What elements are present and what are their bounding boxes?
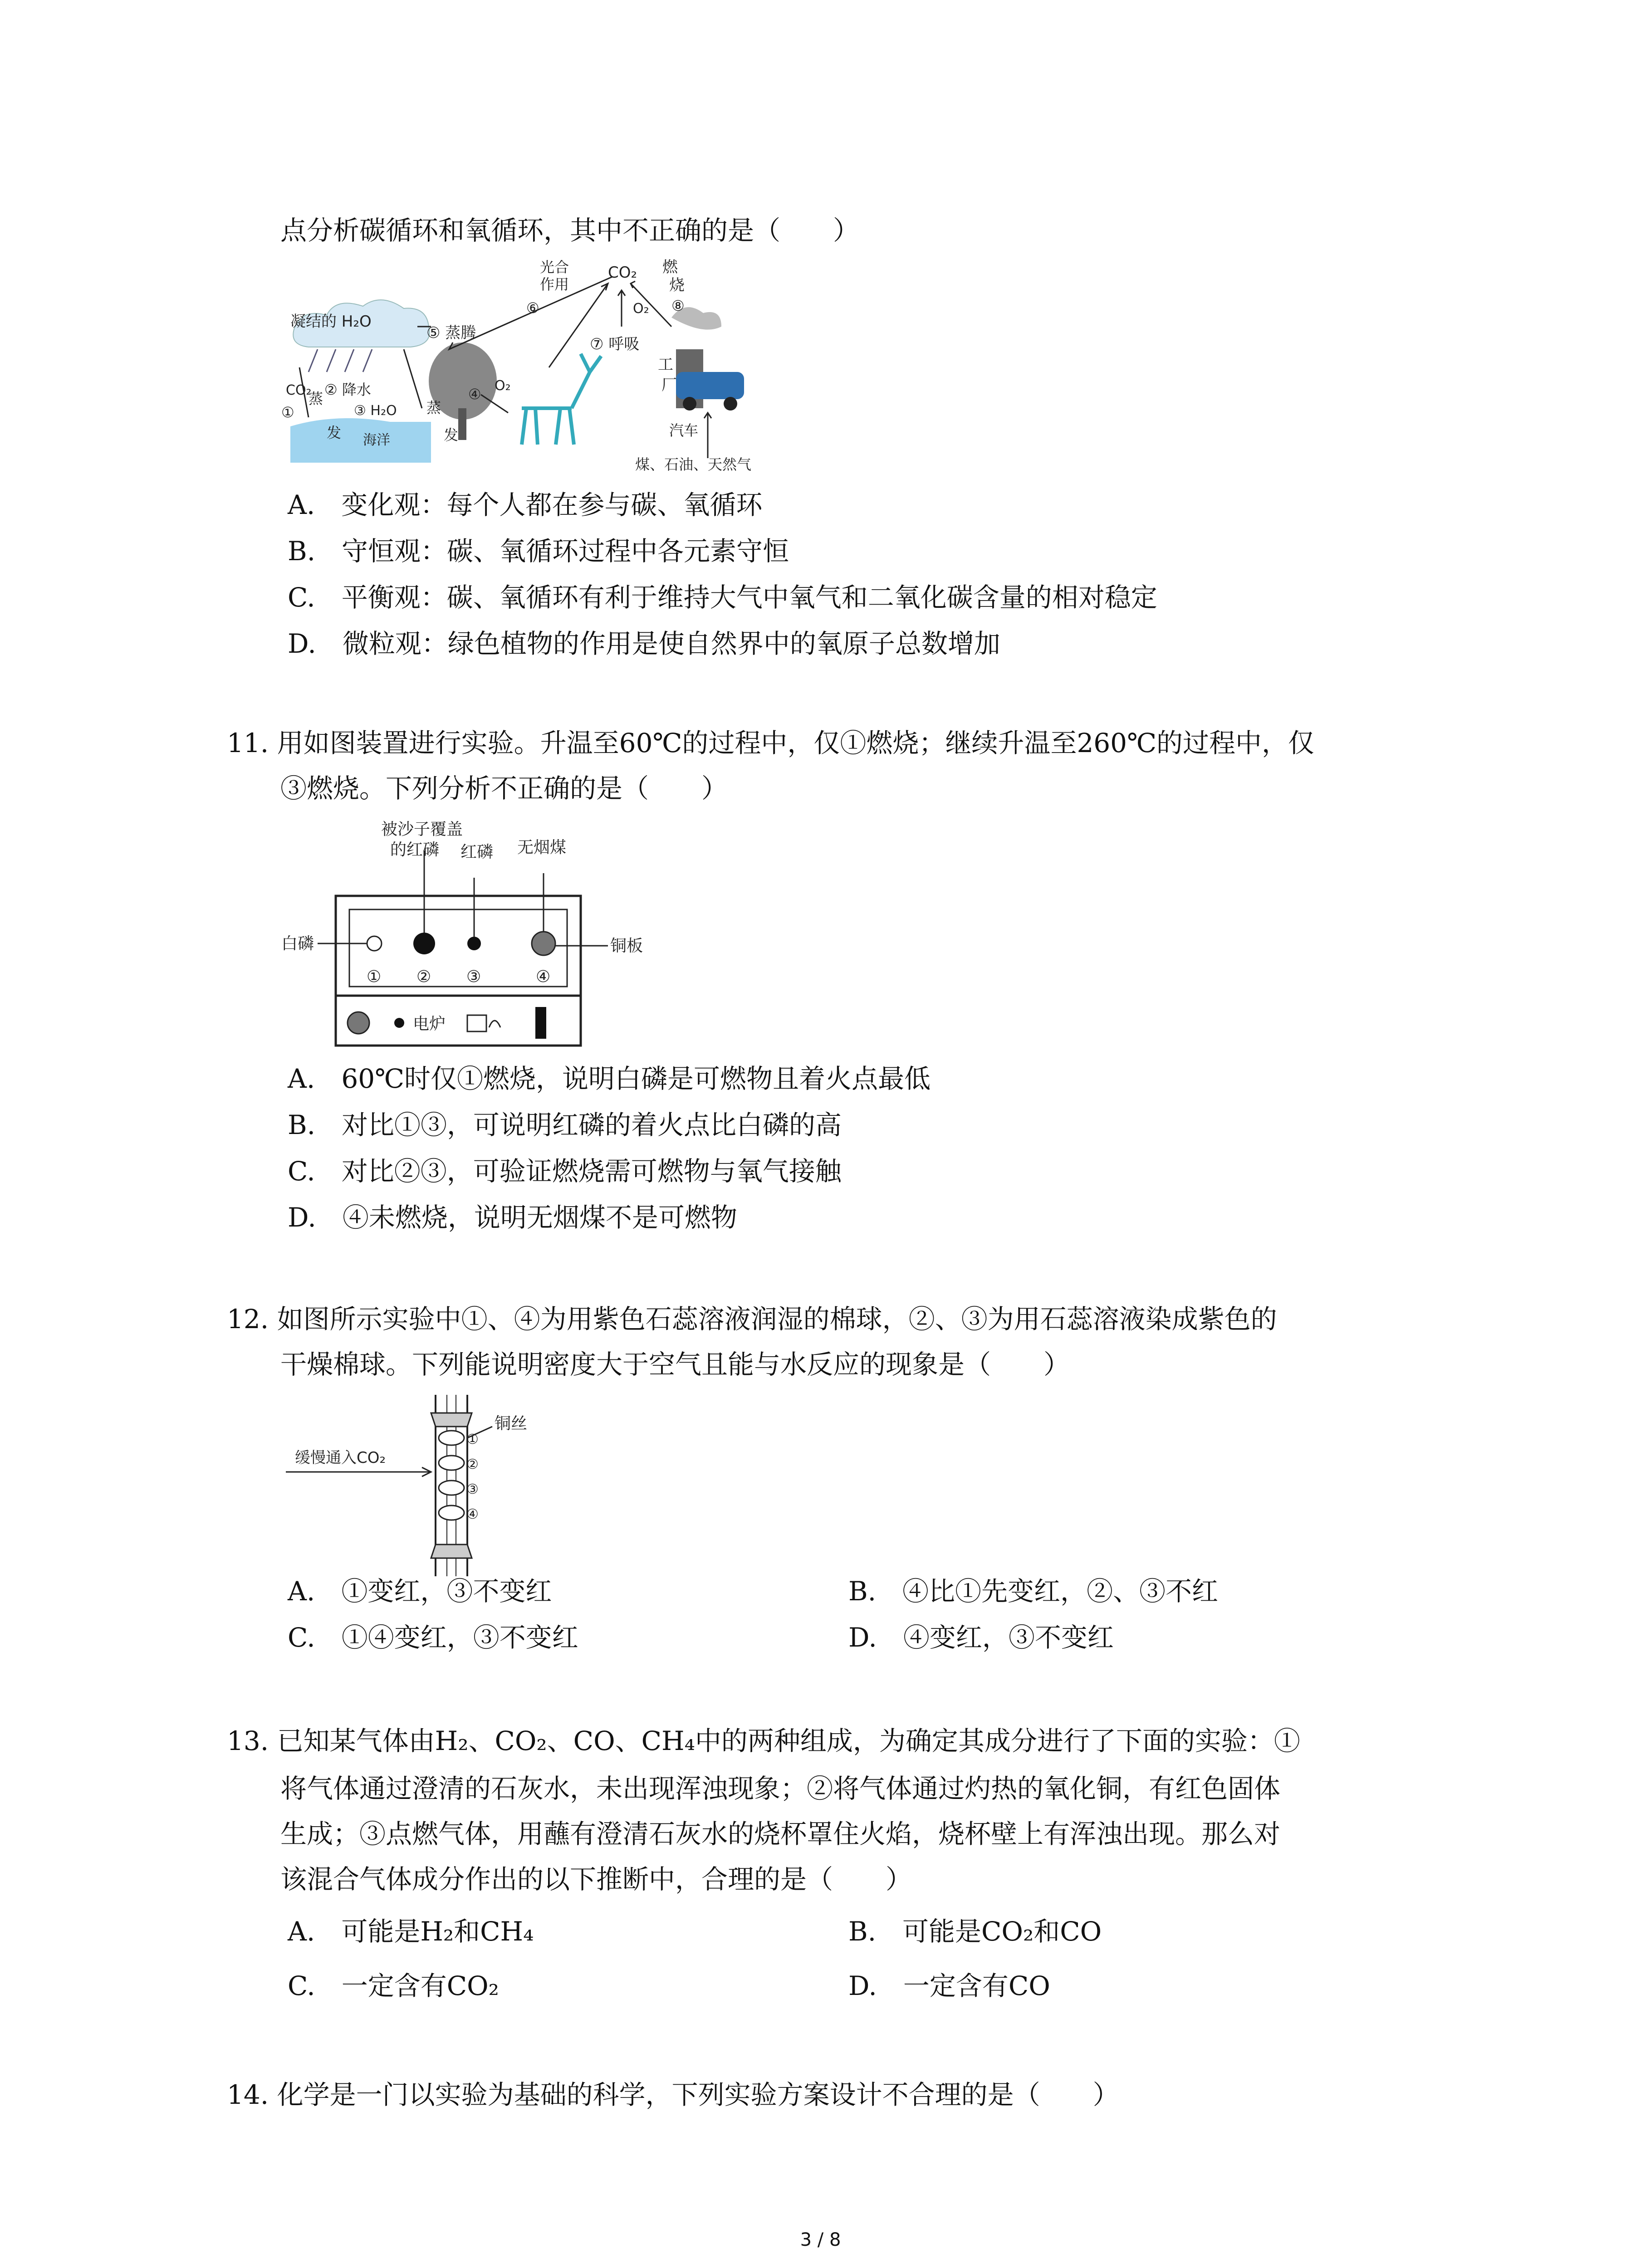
- q10-stem-tail: 点分析碳循环和氧循环，其中不正确的是（ ）: [280, 215, 860, 246]
- fig11-stove: 电炉: [413, 1015, 446, 1033]
- stove-knob-icon: [348, 1012, 369, 1034]
- q11-stem-line1: 11. 用如图装置进行实验。升温至60℃的过程中，仅①燃烧；继续升温至260℃的过程中，仅: [227, 728, 1314, 758]
- q12-option-d: D. ④变红，③不变红: [848, 1622, 1114, 1653]
- coal-dot: [532, 932, 555, 955]
- stove-bar-icon: [535, 1007, 546, 1039]
- q13-option-b: B. 可能是CO₂和CO: [848, 1916, 1102, 1947]
- fig12-n4: ④: [466, 1506, 479, 1522]
- q12-option-c: C. ①④变红，③不变红: [288, 1622, 578, 1653]
- q13-stem-line3: 生成；③点燃气体，用蘸有澄清石灰水的烧杯罩住火焰，烧杯壁上有浑浊出现。那么对: [280, 1818, 1281, 1849]
- q12-option-a: A. ①变红，③不变红: [288, 1576, 552, 1607]
- red-phosphorus-dot: [467, 937, 481, 950]
- stove-indicator-icon: [394, 1018, 404, 1028]
- fig11-n2: ②: [416, 968, 431, 986]
- q10-option-b: B. 守恒观：碳、氧循环过程中各元素守恒: [288, 536, 789, 567]
- q11-option-a: A. 60℃时仅①燃烧，说明白磷是可燃物且着火点最低: [288, 1063, 931, 1094]
- q10-option-c: C. 平衡观：碳、氧循环有利于维持大气中氧气和二氧化碳含量的相对稳定: [288, 582, 1157, 613]
- fig10-steam-a: 蒸: [309, 390, 323, 407]
- fig10-n4: ④: [468, 386, 481, 403]
- q13-option-c: C. 一定含有CO₂: [288, 1970, 499, 2001]
- q10-option-d: D. 微粒观：绿色植物的作用是使自然界中的氧原子总数增加: [288, 628, 1000, 659]
- q11-option-d: D. ④未燃烧，说明无烟煤不是可燃物: [288, 1202, 737, 1233]
- cotton-balls: [439, 1431, 464, 1520]
- fig10-co2-left: CO₂: [286, 382, 312, 398]
- ocean-shape: [290, 418, 431, 463]
- fig10-n1: ①: [281, 404, 294, 421]
- q11-stem-line2: ③燃烧。下列分析不正确的是（ ）: [280, 773, 728, 804]
- fig10-fa-a: 发: [327, 424, 342, 441]
- fig10-burn-2: 烧: [669, 276, 685, 294]
- fig12-wire: 铜丝: [495, 1414, 528, 1433]
- fig11-covered-1: 被沙子覆盖: [381, 820, 463, 839]
- fig10-o2-mid: O₂: [633, 301, 649, 317]
- deer-shape: [522, 354, 601, 445]
- fig10-n3-h2o: ③ H₂O: [354, 403, 397, 419]
- q12-stem-line1: 12. 如图所示实验中①、④为用紫色石蕊溶液润湿的棉球，②、③为用石蕊溶液染成紫色的: [227, 1304, 1277, 1334]
- white-phosphorus-dot: [367, 936, 382, 951]
- fig11-coal: 无烟煤: [517, 838, 567, 857]
- car-shape: [676, 372, 744, 399]
- fig10-ocean: 海洋: [363, 432, 390, 448]
- fig10-n8: ⑧: [671, 297, 685, 314]
- fig11-n4: ④: [536, 968, 551, 986]
- fig12-inlet: 缓慢通入CO₂: [295, 1449, 386, 1467]
- fig10-condensed: 凝结的 H₂O: [290, 313, 372, 331]
- q14-stem-line1: 14. 化学是一门以实验为基础的科学，下列实验方案设计不合理的是（ ）: [227, 2079, 1119, 2110]
- fig11-covered-2: 的红磷: [390, 841, 440, 859]
- fig10-steam-b: 蒸: [426, 399, 441, 416]
- q10-carbon-oxygen-cycle-figure: [281, 259, 762, 476]
- q12-option-b: B. ④比①先变红，②、③不红: [848, 1576, 1219, 1607]
- fig11-red-p: 红磷: [460, 843, 494, 861]
- fig10-o2-deer: O₂: [495, 378, 511, 394]
- fig10-car: 汽车: [669, 422, 699, 439]
- fig10-fa-b: 发: [444, 426, 459, 444]
- fig10-factory-1: 工: [658, 356, 673, 374]
- fig10-breath: ⑦ 呼吸: [590, 335, 640, 353]
- fig10-burn-1: 燃: [662, 258, 678, 276]
- fig11-n1: ①: [367, 968, 382, 986]
- fig10-n6: ⑥: [526, 299, 539, 317]
- covered-red-phosphorus-dot: [413, 933, 435, 954]
- fig10-photo-2: 作用: [540, 276, 569, 293]
- fig10-factory-2: 厂: [661, 376, 677, 394]
- q10-option-a: A. 变化观：每个人都在参与碳、氧循环: [288, 489, 763, 520]
- fig11-copper: 铜板: [610, 937, 643, 955]
- fig12-n3: ③: [466, 1481, 479, 1497]
- q13-stem-line1: 13. 已知某气体由H₂、CO₂、CO、CH₄中的两种组成，为确定其成分进行了下面的实验：①: [227, 1725, 1300, 1756]
- top-stopper: [431, 1413, 472, 1427]
- fig10-co2-top: CO₂: [608, 264, 637, 282]
- q11-option-c: C. 对比②③，可验证燃烧需可燃物与氧气接触: [288, 1156, 842, 1187]
- fig10-rain: ② 降水: [324, 381, 371, 398]
- q11-option-b: B. 对比①③，可说明红磷的着火点比白磷的高: [288, 1110, 842, 1140]
- fig11-n3: ③: [466, 968, 481, 986]
- rain-lines: [309, 349, 372, 372]
- fig12-n2: ②: [466, 1457, 479, 1472]
- fig11-white-p: 白磷: [281, 934, 314, 953]
- page-number: 3 / 8: [800, 2229, 841, 2250]
- fig10-fuels: 煤、石油、天然气: [635, 456, 752, 473]
- fig12-n1: ①: [466, 1432, 479, 1447]
- q13-stem-line2: 将气体通过澄清的石灰水，未出现浑浊现象；②将气体通过灼热的氧化铜，有红色固体: [280, 1773, 1281, 1804]
- q13-stem-line4: 该混合气体成分作出的以下推断中，合理的是（ ）: [280, 1864, 912, 1895]
- q13-option-d: D. 一定含有CO: [848, 1970, 1050, 2001]
- q12-apparatus-figure: [286, 1395, 603, 1576]
- q12-stem-line2: 干燥棉球。下列能说明密度大于空气且能与水反应的现象是（ ）: [280, 1349, 1070, 1380]
- fig10-transpire: ⑤ 蒸腾: [426, 324, 476, 342]
- stove-switch-icon: [467, 1015, 486, 1031]
- q11-apparatus-figure: [281, 814, 690, 1059]
- bottom-stopper: [431, 1545, 472, 1558]
- q13-option-a: A. 可能是H₂和CH₄: [288, 1916, 534, 1947]
- fig10-photo-1: 光合: [540, 259, 569, 276]
